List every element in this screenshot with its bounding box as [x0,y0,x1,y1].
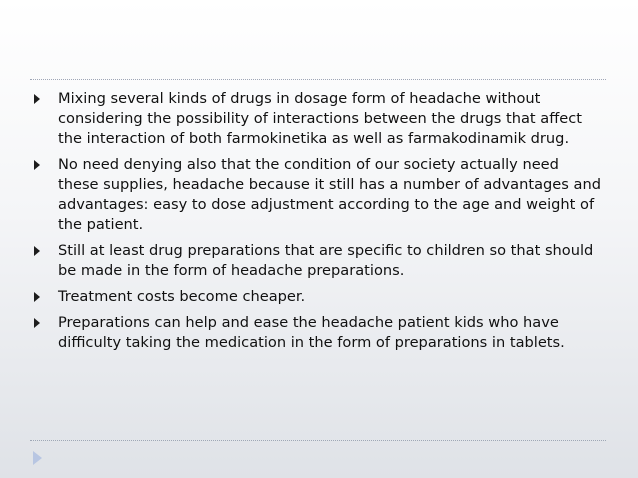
bullet-text: No need denying also that the condition of our society actually need these supplies, headache because it still has a number of advantages and advantages: easy to dose adjustment according to the age and weight of the patient. [58,156,601,233]
bullet-item [32,155,602,235]
triangle-bullet-icon [34,318,40,328]
top-divider [30,79,606,80]
bullet-text: Mixing several kinds of drugs in dosage form of headache without considering the possibility of interactions between the drugs that affect the interaction of both farmokinetika as well as farmakodinamik drug. [58,90,582,147]
bullet-text: Treatment costs become cheaper. [58,288,306,305]
bullet-item [32,313,602,353]
bottom-divider [30,440,606,441]
triangle-arrow-icon [33,451,42,465]
triangle-bullet-icon [34,94,40,104]
triangle-bullet-icon [34,292,40,302]
bullet-item [32,241,602,281]
triangle-bullet-icon [34,160,40,170]
triangle-bullet-icon [34,246,40,256]
bullet-text: Preparations can help and ease the headache patient kids who have difficulty taking the medication in the form of preparations in tablets. [58,314,565,351]
bullet-item [32,89,602,149]
bullet-text: Still at least drug preparations that are specific to children so that should be made in the form of headache preparations. [58,242,594,279]
bullet-item [32,287,602,307]
bullet-list [32,89,602,359]
